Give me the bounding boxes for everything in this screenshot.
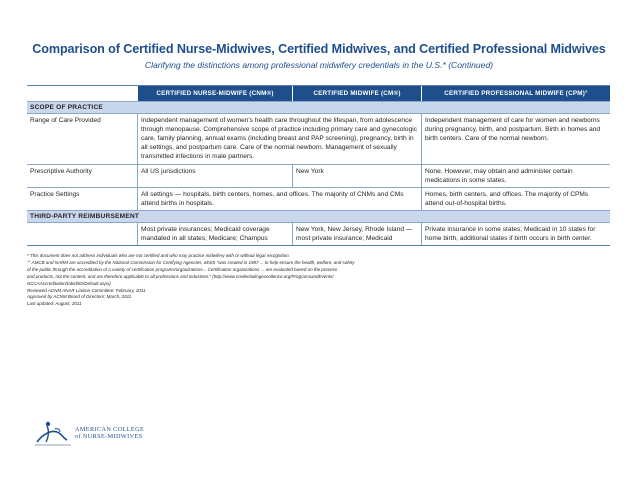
logo-text bbox=[75, 426, 144, 440]
comparison-table bbox=[27, 85, 610, 246]
header-cpm: CERTIFIED PROFESSIONAL MIDWIFE (CPM)° bbox=[421, 86, 610, 101]
table-row bbox=[27, 188, 610, 211]
table-row bbox=[27, 165, 610, 188]
section-heading-scope: SCOPE OF PRACTICE bbox=[27, 102, 610, 114]
cpm-cell: Independent management of care for women and newborns during pregnancy, birth, and postpartum. Birth in homes and birth centers. Care of the normal newborn. bbox=[421, 114, 610, 163]
logo-line-1: AMERICAN COLLEGE bbox=[75, 426, 145, 433]
cm-cell: New York bbox=[292, 165, 421, 187]
table-row bbox=[27, 223, 610, 245]
table-header-row bbox=[27, 86, 610, 102]
page-subtitle: Clarifying the distinctions among professional midwifery credentials in the U.S.* (Continued) bbox=[144, 60, 494, 70]
footnote-line: of the public through the accreditation of a variety of certification programs/organizations... Certification organizations ... are evaluated based on the process bbox=[27, 266, 338, 272]
page-title: Comparison of Certified Nurse-Midwives, Certified Midwives, and Certified Professional Midwives bbox=[32, 42, 606, 56]
row-label: Prescriptive Authority bbox=[30, 167, 92, 175]
header-blank-cell bbox=[27, 86, 137, 101]
approval-note: Approved by ACNM Board of Directors: March, 2011 bbox=[27, 294, 132, 300]
logo-line-2: of NURSE-MIDWIVES bbox=[75, 433, 143, 441]
row-label: Range of Care Provided bbox=[30, 117, 101, 125]
cpm-cell: Homes, birth centers, and offices. The majority of CPMs attend out-of-hospital births. bbox=[421, 188, 610, 210]
footnote-line: and products, not the content, and are therefore applicable to all professions and industries." (http://www.credentialingexcellence.org/ProgramsandEvents/ bbox=[27, 273, 334, 279]
footnote-line: NCCAAccreditation/tabid/82/Default.aspx) bbox=[27, 280, 111, 286]
cnm-cm-cell: Independent management of women's health care throughout the lifespan, from adolescence through menopause. Comprehensive scope of practice including primary care and gynecologic care, family planning, annual exams (including breast and PAP screening), pregnancy, birth in all settings, and postpartum care. Care of the normal newborn. Management of sexually transmitted infections in male partners. bbox=[137, 114, 421, 163]
last-updated-note: Last updated: August, 2011 bbox=[27, 301, 82, 307]
cnm-cell: All US jurisdictions bbox=[137, 165, 292, 187]
footnotes bbox=[27, 253, 427, 308]
header-cnm: CERTIFIED NURSE-MIDWIFE (CNM®) bbox=[137, 86, 292, 101]
row-label: Practice Settings bbox=[30, 190, 80, 198]
footnote-line: °° AMCB and NARM are accredited by the National Commission for Certifying Agencies, which "was created in 1987 ... to help ensure the health, welfare, and safety bbox=[27, 259, 355, 265]
cnm-cell: Most private insurances; Medicaid coverage mandated in all states; Medicare; Champus bbox=[137, 223, 292, 245]
cpm-cell: None. However, may obtain and administer certain medications in some states. bbox=[421, 165, 610, 187]
header-cm: CERTIFIED MIDWIFE (CM®) bbox=[292, 86, 421, 101]
section-heading-reimbursement: THIRD-PARTY REIMBURSEMENT bbox=[27, 211, 610, 223]
cnm-cm-cell: All settings — hospitals, birth centers, homes, and offices. The majority of CNMs and CMs attend births in hospitals. bbox=[137, 188, 421, 210]
midwife-figure-icon bbox=[33, 420, 73, 448]
table-row bbox=[27, 114, 610, 164]
cpm-cell: Private insurance in some states; Medicaid in 10 states for home birth, additional states if birth occurs in birth center. bbox=[421, 223, 610, 245]
row-label bbox=[27, 223, 137, 245]
footnote-line: * This document does not address individuals who are not certified and who may practice midwifery with or without legal recognition. bbox=[27, 253, 290, 258]
acnm-logo bbox=[33, 420, 183, 450]
cm-cell: New York, New Jersey, Rhode Island — most private insurance; Medicaid bbox=[292, 223, 421, 245]
review-note: Reviewed ACNM ANAR Liaison Committee: February, 2011 bbox=[27, 287, 146, 293]
